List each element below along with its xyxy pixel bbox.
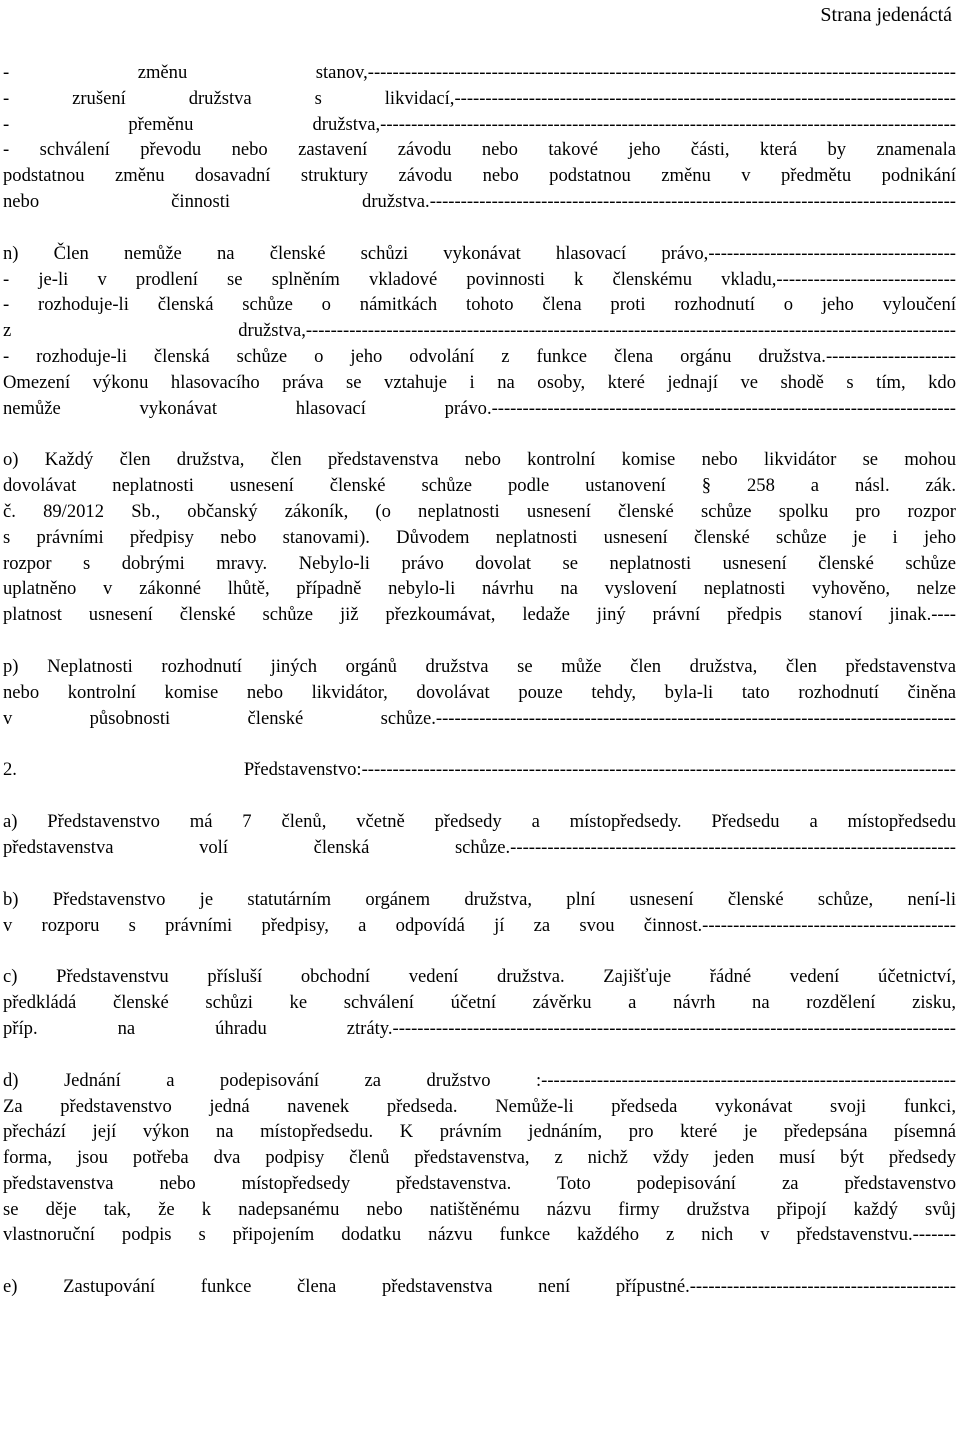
paragraph-gap: [3, 731, 956, 757]
text-line: - rozhoduje-li členská schůze o námitkách tohoto člena proti rozhodnutí o jeho vyloučení: [3, 294, 956, 316]
text-line: č. 89/2012 Sb., občanský zákoník, (o neplatnosti usnesení členské schůze spolku pro rozpor: [3, 500, 956, 522]
paragraph-gap: [3, 938, 956, 964]
text-line: podstatnou změnu dosavadní struktury závodu nebo podstatnou změnu v předmětu podnikání: [3, 165, 956, 187]
text-line: příp. na úhradu ztráty.-------------------------------------------------------------------------------------------: [3, 1017, 956, 1039]
text-line: p) Neplatnosti rozhodnutí jiných orgánů družstva se může člen družstva, člen představenstva: [3, 655, 956, 677]
page-number-header: Strana jedenáctá: [820, 4, 952, 26]
text-line: forma, jsou potřeba dva podpisy členů představenstva, z nichž vždy jeden musí být předsedy: [3, 1147, 956, 1169]
text-line: - přeměnu družstva,---------------------------------------------------------------------------------------------: [3, 113, 956, 135]
text-line: představenstva volí členská schůze.------------------------------------------------------------------------: [3, 836, 956, 858]
text-line: s právními předpisy nebo stanovami). Důvodem neplatnosti usnesení členské schůze je i jeho: [3, 526, 956, 548]
text-line: vlastnoruční podpis s připojením dodatku názvu funkce každého z nich v představenstvu.-------: [3, 1224, 956, 1246]
text-line: n) Člen nemůže na členské schůzi vykonávat hlasovací právo,----------------------------------------: [3, 242, 956, 264]
text-line: e) Zastupování funkce člena představenstva není přípustné.-------------------------------------------: [3, 1276, 956, 1298]
text-line: představenstva nebo místopředsedy představenstva. Toto podepisování za představenstvo: [3, 1172, 956, 1194]
text-line: dovolávat neplatnosti usnesení členské schůze podle ustanovení § 258 a násl. zák.: [3, 475, 956, 497]
paragraph-gap: [3, 1248, 956, 1274]
text-line: - je-li v prodlení se splněním vkladové povinnosti k členskému vkladu,-----------------------------: [3, 268, 956, 290]
text-line: - zrušení družstva s likvidací,---------------------------------------------------------------------------------: [3, 87, 956, 109]
paragraph: [3, 60, 956, 215]
paragraph: [3, 964, 956, 1041]
paragraph-gap: [3, 215, 956, 241]
text-line: z družstva,---------------------------------------------------------------------------------------------------------: [3, 320, 956, 342]
paragraph: [3, 757, 956, 783]
paragraph-gap: [3, 861, 956, 887]
text-line: - změnu stanov,-----------------------------------------------------------------------------------------------: [3, 62, 956, 83]
text-line: se děje tak, že k nadepsanému nebo natištěnému názvu firmy družstva připojí každý svůj: [3, 1198, 956, 1220]
text-line: a) Představenstvo má 7 členů, včetně předsedy a místopředsedy. Předsedu a místopředsedu: [3, 811, 956, 833]
paragraph: [3, 809, 956, 861]
text-line: platnost usnesení členské schůze již přezkoumávat, ledaže jiný právní předpis stanoví jinak.----: [3, 604, 956, 626]
text-line: c) Představenstvu přísluší obchodní vedení družstva. Zajišťuje řádné vedení účetnictví,: [3, 966, 956, 988]
paragraph-gap: [3, 421, 956, 447]
paragraph: [3, 654, 956, 731]
text-line: Za představenstvo jedná navenek předseda. Nemůže-li předseda vykonávat svoji funkci,: [3, 1095, 956, 1117]
paragraph-gap: [3, 628, 956, 654]
paragraph: [3, 447, 956, 628]
document-body: [3, 60, 956, 1300]
text-line: d) Jednání a podepisování za družstvo :-------------------------------------------------------------------: [3, 1069, 956, 1091]
text-line: v rozporu s právními předpisy, a odpovídá jí za svou činnost.-----------------------------------------: [3, 914, 956, 936]
text-line: přechází její výkon na místopředsedu. K právním jednáním, pro které je předepsána písemná: [3, 1121, 956, 1143]
text-line: b) Představenstvo je statutárním orgánem družstva, plní usnesení členské schůze, není-li: [3, 888, 956, 910]
paragraph: [3, 1068, 956, 1249]
text-line: rozpor s dobrými mravy. Nebylo-li právo dovolat se neplatnosti usnesení členské schůze: [3, 552, 956, 574]
paragraph: [3, 1274, 956, 1300]
text-line: předkládá členské schůzi ke schválení účetní závěrku a návrh na rozdělení zisku,: [3, 992, 956, 1014]
text-line: nebo kontrolní komise nebo likvidátor, dovolávat pouze tehdy, byla-li tato rozhodnutí činěna: [3, 681, 956, 703]
text-line: Omezení výkonu hlasovacího práva se vztahuje i na osoby, které jednají ve shodě s tím, kdo: [3, 371, 956, 393]
text-line: o) Každý člen družstva, člen představenstva nebo kontrolní komise nebo likvidátor se mohou: [3, 449, 956, 471]
text-line: nebo činnosti družstva.-------------------------------------------------------------------------------------: [3, 190, 956, 212]
paragraph-gap: [3, 783, 956, 809]
text-line: 2. Představenstvo:------------------------------------------------------------------------------------------------: [3, 759, 956, 781]
paragraph: [3, 241, 956, 422]
text-line: uplatněno v zákonné lhůtě, případně nebylo-li návrhu na vyslovení neplatnosti vyhověno, nelze: [3, 578, 956, 600]
text-line: nemůže vykonávat hlasovací právo.---------------------------------------------------------------------------: [3, 397, 956, 419]
text-line: - rozhoduje-li členská schůze o jeho odvolání z funkce člena orgánu družstva.---------------------: [3, 345, 956, 367]
paragraph: [3, 887, 956, 939]
paragraph-gap: [3, 1042, 956, 1068]
text-line: - schválení převodu nebo zastavení závodu nebo takové jeho části, která by znamenala: [3, 139, 956, 161]
text-line: v působnosti členské schůze.------------------------------------------------------------------------------------: [3, 707, 956, 729]
